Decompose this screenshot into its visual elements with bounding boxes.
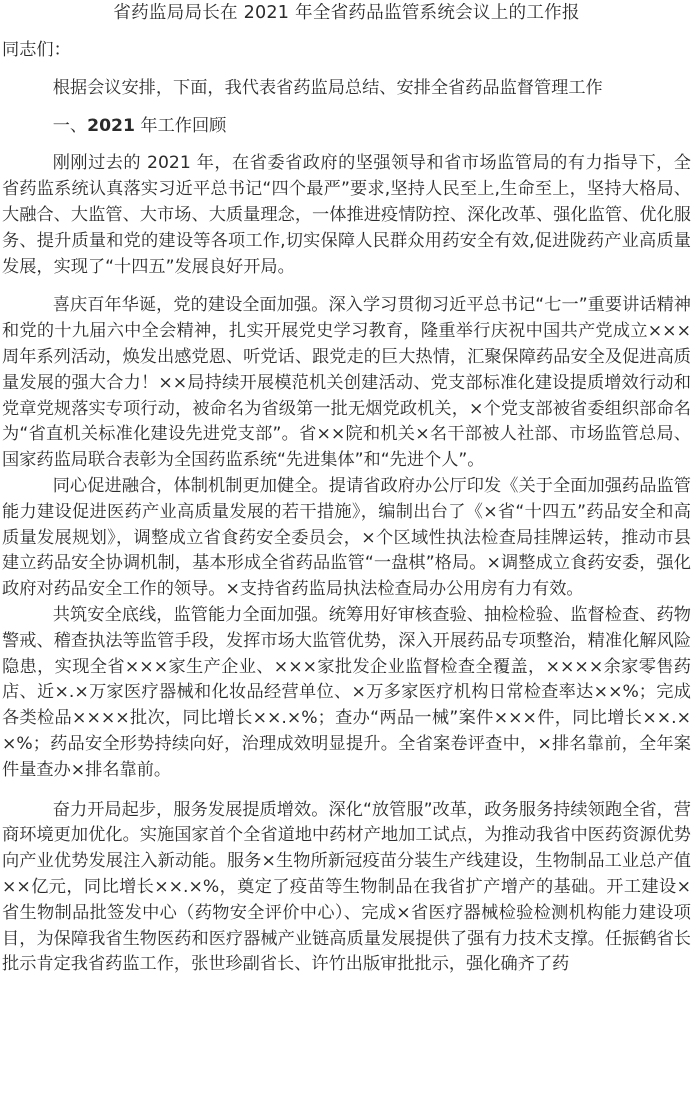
section-heading-suffix: 年工作回顾 [134, 115, 227, 136]
salutation: 同志们： [2, 40, 71, 60]
section-heading-year: 2021 [87, 115, 135, 136]
section-heading [2, 114, 691, 140]
section-heading-prefix: 一、 [52, 115, 88, 136]
paragraph-institutions: 同心促进融合，体制机制更加健全。提请省政府办公厅印发《关于全面加强药品监管能力建设促进医药产业高质量发展的若干措施》，编制出台了《×省“十四五”药品安全和高质量发展规划》，调整成立省食药安全委员会，×个区域性执法检查局挂牌运转，推动市县建立药品安全协调机制，基本形成全省药品监管“一盘棋”格局。×调整成立食药安委，强化政府对药品安全工作的领导。×支持省药监局执法检查局办公用房有力有效。 [2, 475, 691, 600]
document-title: 省药监局局长在 2021 年全省药品监管系统会议上的工作报 [113, 3, 580, 23]
paragraph-party-building: 喜庆百年华诞，党的建设全面加强。深入学习贯彻习近平总书记“七一”重要讲话精神和党的十九届六中全会精神，扎实开展党史学习教育，隆重举行庆祝中国共产党成立×××周年系列活动，焕发出感党恩、听党话、跟党走的巨大热情，汇聚保障药品安全及促进高质量发展的强大合力！××局持续开展模范机关创建活动、党支部标准化建设提质增效行动和党章党规落实专项行动，被命名为省级第一批无烟党政机关，×个党支部被省委组织部命名为“省直机关标准化建设先进党支部”。省××院和机关×名干部被人社部、市场监管总局、国家药监局联合表彰为全国药监系统“先进集体”和“先进个人”。 [2, 295, 691, 471]
paragraph-development: 奋力开局起步，服务发展提质增效。深化“放管服”改革，政务服务持续领跑全省，营商环境更加优化。实施国家首个全省道地中药材产地加工试点，为推动我省中医药资源优势向产业优势发展注入新动能。服务×生物所新冠疫苗分装生产线建设，生物制品工业总产值××亿元，同比增长××.×%，奠定了疫苗等生物制品在我省扩产增产的基础。开工建设×省生物制品批签发中心（药物安全评价中心）、完成×省医疗器械检验检测机构能力建设项目，为保障我省生物医药和医疗器械产业链高质量发展提供了强有力技术支撑。任振鹤省长批示肯定我省药监工作，张世珍副省长、许竹出版审批批示，强化确齐了药 [2, 799, 691, 975]
intro-paragraph: 根据会议安排，下面，我代表省药监局总结、安排全省药品监督管理工作 [52, 77, 603, 98]
paragraph-safety: 共筑安全底线，监管能力全面加强。统筹用好审核查验、抽检检验、监督检查、药物警戒、稽查执法等监管手段，发挥市场大监管优势，深入开展药品专项整治，精准化解风险隐患，实现全省×××家生产企业、×××家批发企业监督检查全覆盖，××××余家零售药店、近×.×万家医疗器械和化妆品经营单位、×万多家医疗机构日常检查率达××%；完成各类检品××××批次，同比增长××.×%；查办“两品一械”案件×××件，同比增长××.××%；药品安全形势持续向好，治理成效明显提升。全省案卷评查中，×排名靠前，全年案件量查办×排名靠前。 [2, 604, 691, 780]
paragraph-review: 刚刚过去的 2021 年，在省委省政府的坚强领导和省市场监管局的有力指导下，全省药监系统认真落实习近平总书记“四个最严”要求,坚持人民至上,生命至上，坚持大格局、大融合、大监管、大市场、大质量理念，一体推进疫情防控、深化改革、强化监管、优化服务、提升质量和党的建设等各项工作,切实保障人民群众用药安全有效,促进陇药产业高质量发展，实现了“十四五”发展良好开局。 [2, 153, 691, 277]
